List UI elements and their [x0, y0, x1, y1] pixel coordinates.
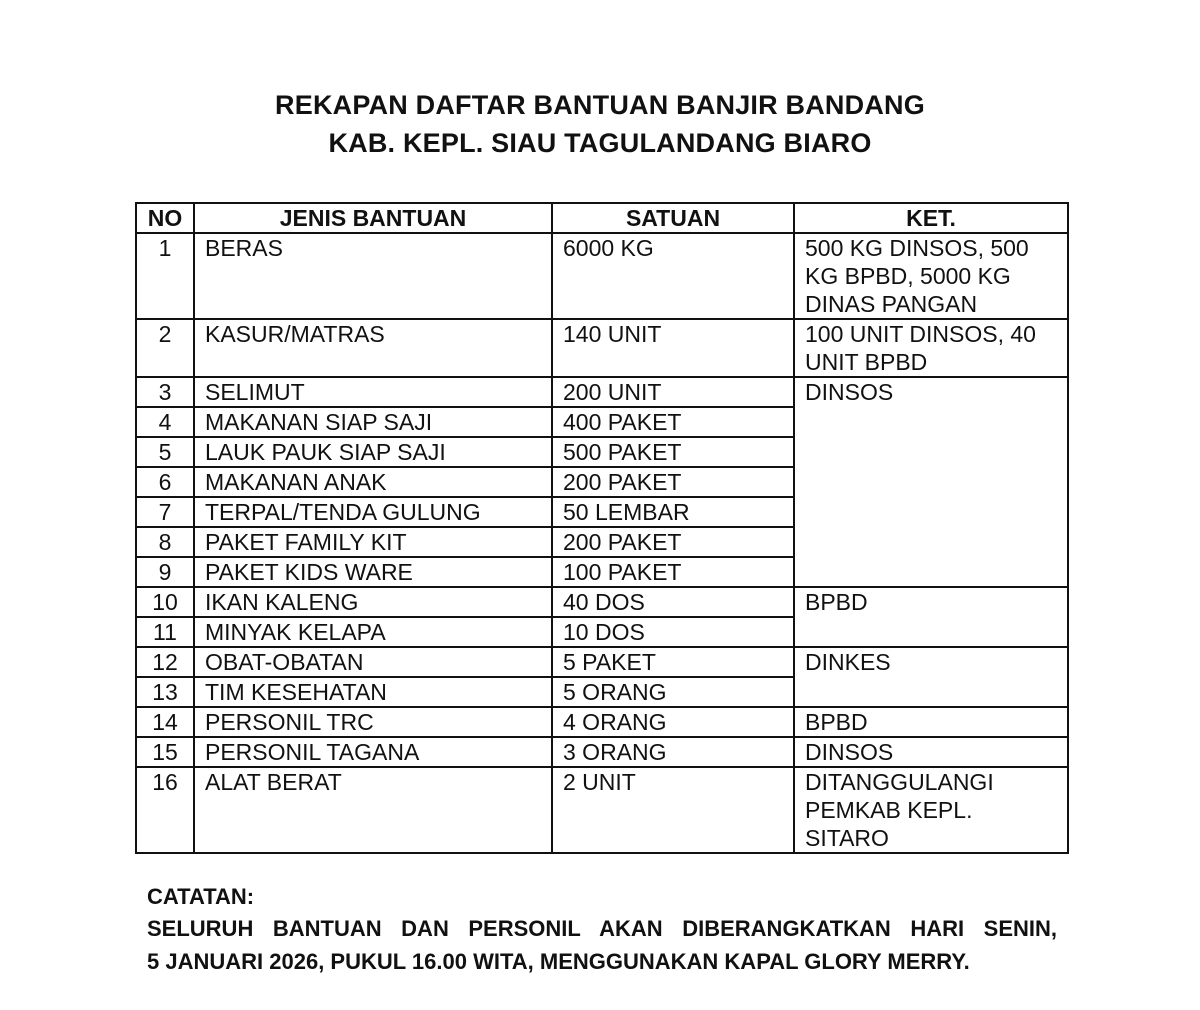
aid-quantity: 10 DOS: [552, 617, 794, 647]
row-number: 15: [136, 737, 194, 767]
aid-type: PAKET KIDS WARE: [194, 557, 552, 587]
notes-text-line-2: 5 JANUARI 2026, PUKUL 16.00 WITA, MENGGUNAKAN KAPAL GLORY MERRY.: [147, 949, 970, 974]
aid-quantity: 200 PAKET: [552, 467, 794, 497]
aid-type: OBAT-OBATAN: [194, 647, 552, 677]
aid-quantity: 4 ORANG: [552, 707, 794, 737]
aid-remark: 500 KG DINSOS, 500 KG BPBD, 5000 KG DINAS PANGAN: [794, 233, 1068, 319]
aid-type: LAUK PAUK SIAP SAJI: [194, 437, 552, 467]
aid-remark: 100 UNIT DINSOS, 40 UNIT BPBD: [794, 319, 1068, 377]
aid-remark: [794, 377, 1068, 587]
aid-remark-text: BPBD: [805, 589, 868, 615]
notes-label: CATATAN:: [147, 884, 255, 909]
aid-type: KASUR/MATRAS: [194, 319, 552, 377]
aid-quantity: 140 UNIT: [552, 319, 794, 377]
aid-quantity: 100 PAKET: [552, 557, 794, 587]
aid-remark: DITANGGULANGI PEMKAB KEPL. SITARO: [794, 767, 1068, 853]
aid-type: ALAT BERAT: [194, 767, 552, 853]
column-header-ket: KET.: [794, 203, 1068, 233]
aid-type: TIM KESEHATAN: [194, 677, 552, 707]
row-number: 2: [136, 319, 194, 377]
table-row: [136, 767, 1068, 853]
table-row: [136, 707, 1068, 737]
row-number: 1: [136, 233, 194, 319]
aid-remark: DINSOS: [794, 737, 1068, 767]
column-header-jenis-bantuan: JENIS BANTUAN: [194, 203, 552, 233]
aid-remark: [794, 587, 1068, 647]
table-row: [136, 377, 1068, 407]
table-row: [136, 647, 1068, 677]
aid-remark: BPBD: [794, 707, 1068, 737]
aid-remark-text: DINSOS: [805, 379, 894, 405]
column-header-satuan: SATUAN: [552, 203, 794, 233]
aid-quantity: 5 PAKET: [552, 647, 794, 677]
row-number: 16: [136, 767, 194, 853]
row-number: 10: [136, 587, 194, 617]
table-row: [136, 737, 1068, 767]
column-header-no: NO: [136, 203, 194, 233]
aid-type: MINYAK KELAPA: [194, 617, 552, 647]
row-number: 3: [136, 377, 194, 407]
row-number: 5: [136, 437, 194, 467]
document-subtitle: KAB. KEPL. SIAU TAGULANDANG BIARO: [328, 128, 872, 158]
aid-type: PERSONIL TRC: [194, 707, 552, 737]
aid-remark: [794, 647, 1068, 707]
aid-quantity: 6000 KG: [552, 233, 794, 319]
aid-type: MAKANAN SIAP SAJI: [194, 407, 552, 437]
aid-recap-table: [135, 202, 1069, 854]
table-row: [136, 319, 1068, 377]
aid-type: MAKANAN ANAK: [194, 467, 552, 497]
aid-type: SELIMUT: [194, 377, 552, 407]
row-number: 6: [136, 467, 194, 497]
row-number: 9: [136, 557, 194, 587]
aid-type: BERAS: [194, 233, 552, 319]
aid-quantity: 5 ORANG: [552, 677, 794, 707]
aid-quantity: 500 PAKET: [552, 437, 794, 467]
aid-type: PAKET FAMILY KIT: [194, 527, 552, 557]
row-number: 7: [136, 497, 194, 527]
aid-type: PERSONIL TAGANA: [194, 737, 552, 767]
row-number: 12: [136, 647, 194, 677]
row-number: 8: [136, 527, 194, 557]
aid-quantity: 50 LEMBAR: [552, 497, 794, 527]
aid-quantity: 200 UNIT: [552, 377, 794, 407]
aid-quantity: 40 DOS: [552, 587, 794, 617]
aid-type: TERPAL/TENDA GULUNG: [194, 497, 552, 527]
aid-quantity: 2 UNIT: [552, 767, 794, 853]
aid-remark-text: DINKES: [805, 649, 891, 675]
row-number: 4: [136, 407, 194, 437]
row-number: 14: [136, 707, 194, 737]
document-title: REKAPAN DAFTAR BANTUAN BANJIR BANDANG: [275, 90, 925, 120]
aid-quantity: 3 ORANG: [552, 737, 794, 767]
table-row: [136, 233, 1068, 319]
table-row: [136, 587, 1068, 617]
aid-type: IKAN KALENG: [194, 587, 552, 617]
table-header-row: [136, 203, 1068, 233]
notes-text-line-1: SELURUH BANTUAN DAN PERSONIL AKAN DIBERANGKATKAN HARI SENIN,: [147, 916, 1057, 941]
row-number: 13: [136, 677, 194, 707]
row-number: 11: [136, 617, 194, 647]
aid-quantity: 200 PAKET: [552, 527, 794, 557]
aid-quantity: 400 PAKET: [552, 407, 794, 437]
